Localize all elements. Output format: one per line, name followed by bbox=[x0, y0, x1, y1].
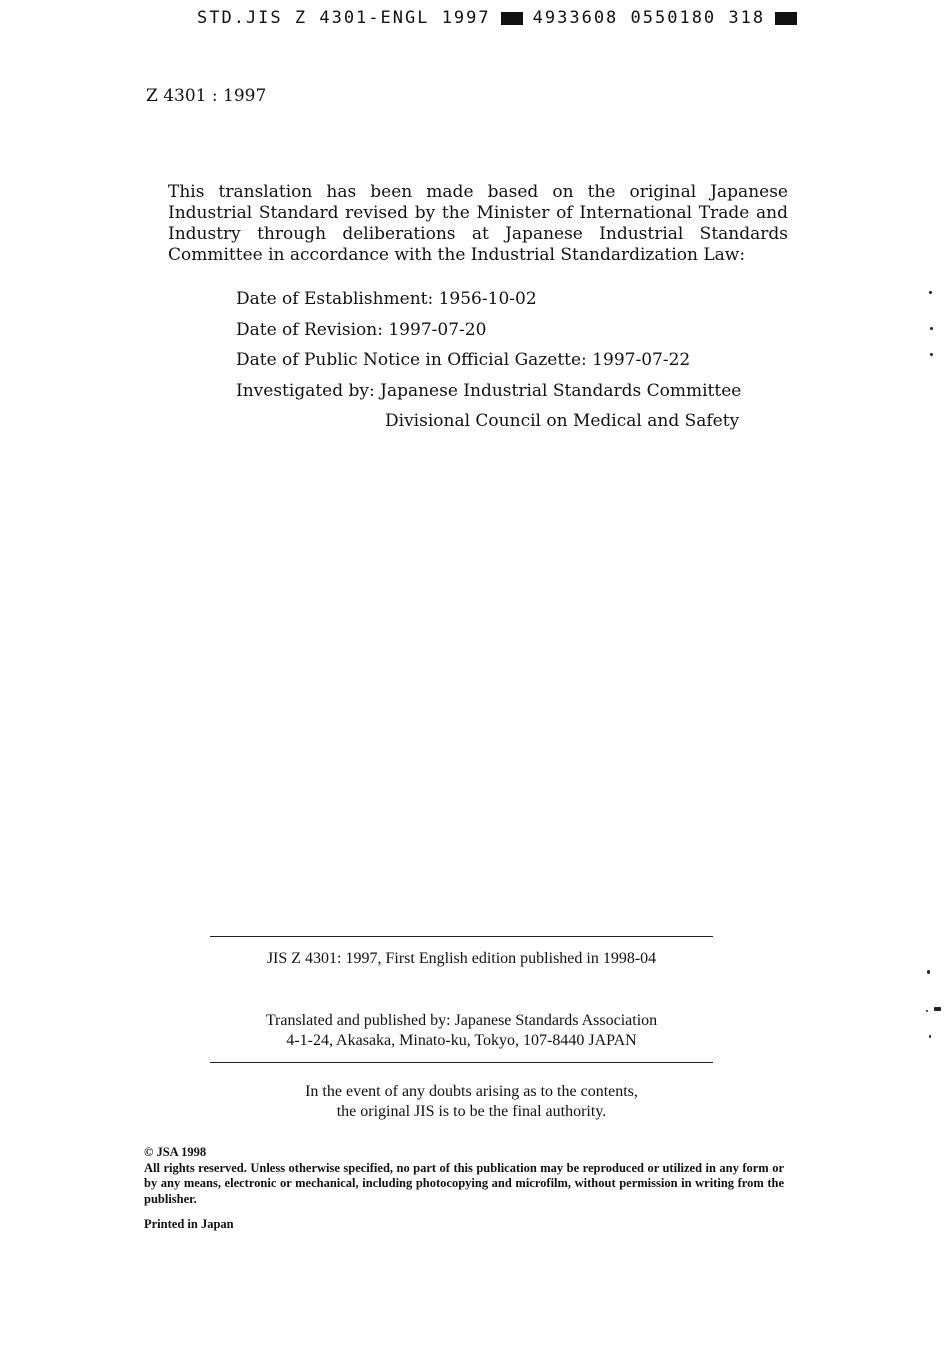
scan-speck bbox=[927, 970, 930, 974]
scan-speck bbox=[929, 1035, 931, 1038]
copyright-notice: © JSA 1998 bbox=[144, 1145, 207, 1159]
document-id: Z 4301 : 1997 bbox=[146, 86, 267, 106]
header-code-line bbox=[197, 8, 807, 28]
serial-number: 4933608 0550180 318 bbox=[532, 8, 766, 28]
scan-speck bbox=[926, 1010, 928, 1012]
scan-speck bbox=[930, 327, 933, 330]
dates-block bbox=[236, 288, 741, 441]
printed-in: Printed in Japan bbox=[144, 1217, 234, 1231]
divider-bottom bbox=[210, 1062, 713, 1063]
date-of-public-notice: Date of Public Notice in Official Gazette: 1997-07-22 bbox=[236, 350, 691, 370]
authority-line-1: In the event of any doubts arising as to the contents, bbox=[305, 1083, 638, 1100]
black-block-mark bbox=[775, 12, 797, 25]
copyright-block bbox=[144, 1145, 784, 1233]
scan-speck bbox=[929, 291, 932, 294]
rights-statement: All rights reserved. Unless otherwise specified, no part of this publication may be reproduced or utilized in any form or by any means, electronic or mechanical, including photocopying and microfilm, without permission in writing from the publisher. bbox=[144, 1160, 784, 1206]
publisher-address: 4-1-24, Akasaka, Minato-ku, Tokyo, 107-8440 JAPAN bbox=[286, 1032, 637, 1049]
date-of-establishment: Date of Establishment: 1956-10-02 bbox=[236, 289, 537, 309]
authority-line-2: the original JIS is to be the final authority. bbox=[336, 1103, 607, 1120]
intro-paragraph: This translation has been made based on the original Japanese Industrial Standard revised by the Minister of International Trade and Industry through deliberations at Japanese Industrial Standards Committee in accordance with the Industrial Standardization Law: bbox=[168, 182, 788, 265]
authority-note bbox=[210, 1082, 733, 1122]
edition-statement: JIS Z 4301: 1997, First English edition published in 1998-04 bbox=[266, 950, 657, 967]
publisher-block bbox=[210, 1011, 713, 1051]
divisional-council: Divisional Council on Medical and Safety bbox=[385, 411, 740, 431]
std-code: STD.JIS Z 4301-ENGL 1997 bbox=[197, 8, 491, 28]
scan-speck bbox=[934, 1007, 941, 1011]
date-of-revision: Date of Revision: 1997-07-20 bbox=[236, 319, 487, 340]
divider-top bbox=[210, 936, 713, 937]
scan-speck bbox=[930, 353, 933, 356]
publisher-line: Translated and published by: Japanese Standards Association bbox=[265, 1012, 658, 1029]
investigated-by: Investigated by: Japanese Industrial Standards Committee bbox=[236, 380, 742, 401]
black-block-mark bbox=[501, 12, 523, 25]
